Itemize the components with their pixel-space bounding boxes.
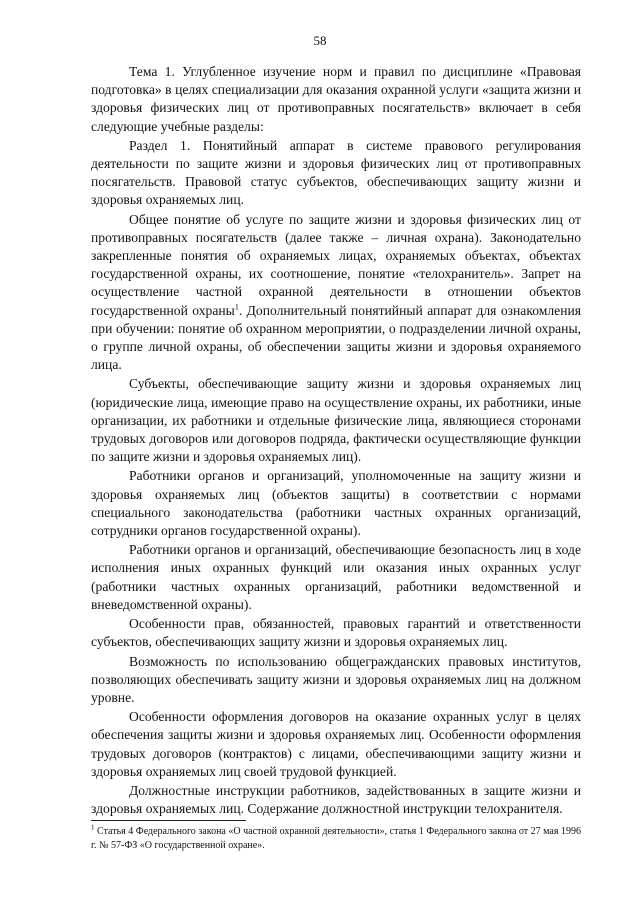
paragraph-text: Общее понятие об услуге по защите жизни и здоровья физических лиц от противоправных посягательств (далее также – личная охрана). Законодательно закрепленные понятия об охраняемых лицах, охраняемых объектах, объектах государственной охраны, их соотношение, понятие «телохранитель». Запрет на осуществление частной охранной деятельности в отношении объектов государственной охраны [91,211,581,318]
paragraph-authorized-workers: Работники органов и организаций, уполномоченные на защиту жизни и здоровья охраняемых лиц (объектов защиты) в соответствии с нормами специального законодательства (работники частных охранных организаций, сотрудники органов государственной охраны). [91,468,581,539]
paragraph-section-1: Раздел 1. Понятийный аппарат в системе правового регулирования деятельности по защите жизни и здоровья физических лиц от противоправных посягательств. Правовой статус субъектов, обеспечивающих защиту жизни и здоровья охраняемых лиц. [91,137,581,208]
paragraph-rights-duties: Особенности прав, обязанностей, правовых гарантий и ответственности субъектов, обеспечивающих защиту жизни и здоровья охраняемых лиц. [91,616,581,650]
paragraph-civil-institutions: Возможность по использованию общегражданских правовых институтов, позволяющих обеспечивать защиту жизни и здоровья охраняемых лиц на должном уровне. [91,653,581,705]
paragraph-general-concept [91,211,581,375]
paragraph-topic-1: Тема 1. Углубленное изучение норм и правил по дисциплине «Правовая подготовка» в целях специализации для оказания охранной услуги «защита жизни и здоровья физических лиц от противоправных посягательств» включает в себя следующие учебные разделы: [91,64,581,134]
paragraph-security-workers: Работники органов и организаций, обеспечивающие безопасность лиц в ходе исполнения иных охранных функций или оказания иных охранных услуг (работники частных охранных организаций, работники ведомственной и вневедомственной охраны). [91,542,581,612]
footnote-reference[interactable]: 1 [234,302,239,312]
footnote-divider [91,820,246,821]
paragraph-text: . Дополнительный понятийный аппарат для ознакомления при обучении: понятие об охранном мероприятии, о подразделении личной охраны, о группе личной охраны, об обеспечении защиты жизни и здоровья охраняемого лица. [91,302,581,373]
footnote [91,825,581,852]
paragraph-subjects: Субъекты, обеспечивающие защиту жизни и здоровья охраняемых лиц (юридические лица, имеющие право на осуществление охраны, их работники, иные организации, их работники и отдельные физические лица, являющиеся сторонами трудовых договоров или договоров подряда, фактически осуществляющие функции по защите жизни и здоровья охраняемых лиц). [91,376,581,465]
body-text [91,63,581,818]
footnote-text: Статья 4 Федерального закона «О частной охранной деятельности», статья 1 Федерального закона от 27 мая 1996 г. № 57-ФЗ «О государственной охране». [91,826,581,851]
footnote-mark: 1 [91,823,95,832]
page-number: 58 [313,33,327,48]
paragraph-job-instructions: Должностные инструкции работников, задействованных в защите жизни и здоровья охраняемых лиц. Содержание должностной инструкции телохранителя. [91,782,581,817]
paragraph-contracts: Особенности оформления договоров на оказание охранных услуг в целях обеспечения защиты жизни и здоровья охраняемых лиц. Особенности оформления трудовых договоров (контрактов) с лицами, обеспечивающими защиту жизни и здоровья охраняемых лиц своей трудовой функцией. [91,709,581,779]
